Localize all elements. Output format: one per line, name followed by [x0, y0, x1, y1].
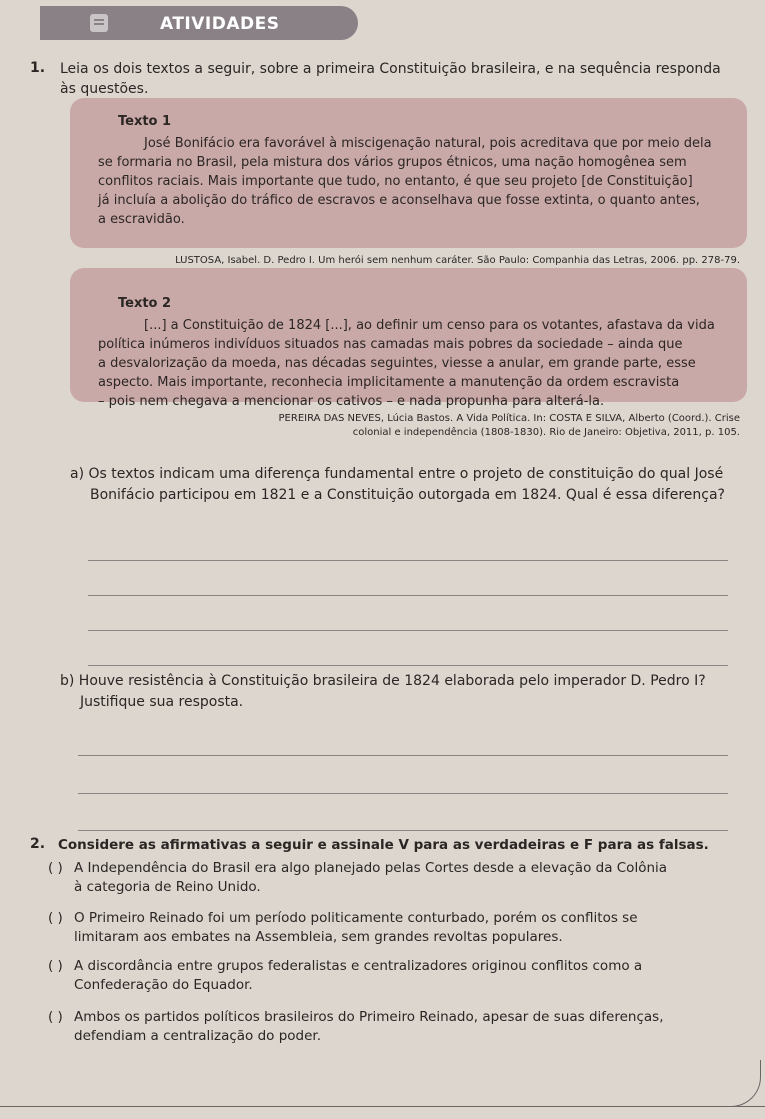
question-2-prompt: Considere as afirmativas a seguir e assinale V para as verdadeiras e F para as falsas. — [58, 837, 709, 853]
answer-line[interactable] — [78, 793, 728, 794]
page-border-curve — [700, 1060, 761, 1107]
question-1a-line2: Bonifácio participou em 1821 e a Constituição outorgada em 1824. Qual é essa diferença? — [90, 487, 725, 503]
answer-line[interactable] — [88, 665, 728, 666]
answer-line[interactable] — [88, 630, 728, 631]
texto-2-reference: PEREIRA DAS NEVES, Lúcia Bastos. A Vida Política. In: COSTA E SILVA, Alberto (Coord.). Crise colonial e independência (1808-1830). Rio de Janeiro: Objetiva, 2011, p. 105. — [278, 413, 740, 438]
question-1b-line2: Justifique sua resposta. — [80, 694, 244, 710]
statement-item: ( ) O Primeiro Reinado foi um período politicamente conturbado, porém os conflitos se limitaram aos embates na Assembleia, sem grandes revoltas populares. — [48, 910, 638, 945]
activities-banner — [40, 6, 358, 40]
question-1-prompt-line2: às questões. — [60, 81, 149, 97]
texto-2-title: Texto 2 — [118, 296, 172, 311]
banner-title: ATIVIDADES — [160, 14, 280, 34]
question-2-number: 2. — [30, 836, 46, 852]
texto-1-title: Texto 1 — [118, 114, 172, 129]
true-false-checkbox[interactable]: ( ) — [48, 910, 63, 926]
texto-2-body: [...] a Constituição de 1824 [...], ao definir um censo para os votantes, afastava da vida política inúmeros indivíduos situados nas camadas mais pobres da sociedade – ainda que a desvalorização da moeda, nas décadas seguintes, viesse a anular, em grande parte, esse aspecto. Mais importante, reconhecia implicitamente a manutenção da ordem escravista – pois nem chegava a mencionar os cativos – e nada propunha para alterá-la. — [98, 318, 715, 409]
answer-line[interactable] — [78, 755, 728, 756]
list-icon — [90, 14, 108, 32]
question-1b-line1: b) Houve resistência à Constituição brasileira de 1824 elaborada pelo imperador D. Pedro I? — [60, 673, 706, 689]
true-false-checkbox[interactable]: ( ) — [48, 860, 63, 876]
statement-item: ( ) A discordância entre grupos federalistas e centralizadores originou conflitos como a Confederação do Equador. — [48, 958, 643, 993]
question-1-number: 1. — [30, 60, 46, 76]
statement-item: ( ) Ambos os partidos políticos brasileiros do Primeiro Reinado, apesar de suas diferenças, defendiam a centralização do poder. — [48, 1009, 664, 1044]
question-1-prompt-line1: Leia os dois textos a seguir, sobre a primeira Constituição brasileira, e na sequência responda — [60, 61, 721, 77]
answer-line[interactable] — [88, 595, 728, 596]
texto-1-body: José Bonifácio era favorável à miscigenação natural, pois acreditava que por meio dela se formaria no Brasil, pela mistura dos vários grupos étnicos, uma nação homogênea sem conflitos raciais. Mais importante que tudo, no entanto, é que seu projeto [de Constituição] já incluía a abolição do tráfico de escravos e aconselhava que fosse extinta, o quanto antes, a escravidão. — [98, 136, 712, 227]
answer-line[interactable] — [88, 560, 728, 561]
texto-2-box — [70, 268, 747, 409]
true-false-checkbox[interactable]: ( ) — [48, 958, 63, 974]
answer-line[interactable] — [78, 830, 728, 831]
texto-1-box — [70, 98, 747, 248]
statement-item: ( ) A Independência do Brasil era algo planejado pelas Cortes desde a elevação da Colônia à categoria de Reino Unido. — [48, 860, 668, 895]
page-bottom-border — [0, 1106, 765, 1107]
texto-1-reference: LUSTOSA, Isabel. D. Pedro I. Um herói sem nenhum caráter. São Paulo: Companhia das Letras, 2006. pp. 278-79. — [175, 255, 740, 266]
true-false-checkbox[interactable]: ( ) — [48, 1009, 63, 1025]
question-1a-line1: a) Os textos indicam uma diferença fundamental entre o projeto de constituição do qual José — [70, 466, 724, 482]
